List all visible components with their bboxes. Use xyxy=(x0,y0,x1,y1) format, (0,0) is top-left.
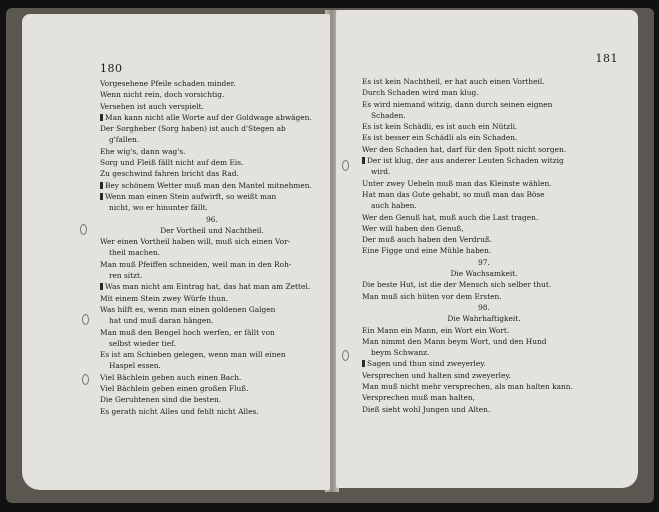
text-line-content: Versprechen muß man halten, xyxy=(362,393,475,403)
text-line-content: Eine Figge und eine Mühle haben. xyxy=(362,246,492,256)
text-line-content: Die Wachsamkeit. xyxy=(450,269,518,279)
text-line xyxy=(362,234,606,245)
ink-mark-icon xyxy=(362,157,365,164)
text-line xyxy=(362,381,606,392)
text-line-content: Dieß sieht wohl Jungen und Alten. xyxy=(362,404,491,414)
text-line-content: Die beste Hut, ist die der Mensch sich selber thut. xyxy=(362,280,552,290)
text-line xyxy=(100,372,324,383)
text-line-content: Versehen ist auch verspielt. xyxy=(100,101,204,111)
text-line-content: Haspel essen. xyxy=(109,361,161,371)
text-line-content: Wer den Genuß hat, muß auch die Last tragen. xyxy=(362,212,539,222)
text-line-content: Sorg und Fleiß fällt nicht auf dem Eis. xyxy=(100,158,244,168)
page-number: 180 xyxy=(100,62,123,75)
text-line-content: Viel Bächlein geben einen großen Fluß. xyxy=(100,384,249,394)
binding-hole-mark xyxy=(80,224,87,235)
text-line xyxy=(362,132,606,143)
text-line xyxy=(362,166,606,177)
text-line-content: Ein Mann ein Mann, ein Wort ein Wort. xyxy=(362,325,510,335)
text-line-content: Der muß auch haben den Verdruß. xyxy=(362,235,493,245)
text-line-content: Man muß Pfeiffen schneiden, weil man in den Roh- xyxy=(100,259,292,269)
text-line-content: Viel Bächlein geben auch einen Bach. xyxy=(100,372,242,382)
text-line xyxy=(362,392,606,403)
text-line xyxy=(100,338,324,349)
text-line-content: hat und muß daran hängen. xyxy=(109,316,214,326)
text-line-content: Es ist am Schieben gelegen, wenn man will einen xyxy=(100,350,286,360)
text-line xyxy=(100,394,324,405)
text-line-content: Vorgesehene Pfeile schaden minder. xyxy=(100,79,236,88)
text-line-content: Sagen und thun sind zweyerley. xyxy=(367,359,486,369)
text-line-content: Es gerath nicht Alles und fehlt nicht Alles. xyxy=(100,406,259,416)
right-page xyxy=(336,10,638,488)
text-line-content: Es ist kein Nachtheil, er hat auch einen Vortheil. xyxy=(362,77,545,86)
text-line xyxy=(362,370,606,381)
text-line xyxy=(100,315,324,326)
text-line xyxy=(362,144,606,155)
text-line-content: selbst wieder tief. xyxy=(109,338,176,348)
text-line xyxy=(362,110,606,121)
text-line xyxy=(362,404,606,415)
text-line-content: Es ist kein Schädli, es ist auch ein Nützli. xyxy=(362,122,518,132)
binding-hole-mark xyxy=(82,314,89,325)
text-line xyxy=(362,291,606,302)
text-line xyxy=(362,347,606,358)
text-line xyxy=(362,279,606,290)
text-line xyxy=(100,78,324,89)
text-line xyxy=(362,121,606,132)
text-line-content: Mit einem Stein zwey Würfe thun. xyxy=(100,293,229,303)
ink-mark-icon xyxy=(100,283,103,290)
text-line-content: Was hilft es, wenn man einen goldenen Galgen xyxy=(100,304,276,314)
page-number: 181 xyxy=(595,52,618,65)
text-line-content: Wenn nicht rein, doch vorsichtig. xyxy=(100,90,225,100)
text-line xyxy=(100,168,324,179)
binding-hole-mark xyxy=(82,374,89,385)
text-line-content: Hat man das Gute gehabt, so muß man das Böse xyxy=(362,189,545,199)
text-line xyxy=(362,325,606,336)
text-line xyxy=(100,146,324,157)
text-line-content: Es ist besser ein Schädli als ein Schaden. xyxy=(362,133,518,143)
text-line-content: Zu geschwind fahren bricht das Rad. xyxy=(100,169,239,179)
section-heading xyxy=(362,257,606,268)
text-line xyxy=(100,123,324,134)
text-line xyxy=(362,155,606,166)
text-line xyxy=(100,101,324,112)
text-line xyxy=(100,157,324,168)
text-line-content: ren sitzt. xyxy=(109,271,143,281)
text-line xyxy=(362,87,606,98)
text-line-content: Es wird niemand witzig, dann durch seinen eignen xyxy=(362,99,553,109)
text-line-content: Man muß nicht mehr versprechen, als man halten kann. xyxy=(362,382,573,392)
text-line-content: Man muß den Bengel hoch werfen, er fällt von xyxy=(100,327,275,337)
text-line xyxy=(362,223,606,234)
ink-mark-icon xyxy=(100,193,103,200)
text-line-content: wird. xyxy=(371,167,391,177)
text-line xyxy=(362,245,606,256)
text-line xyxy=(362,189,606,200)
section-heading xyxy=(362,268,606,279)
text-line xyxy=(100,236,324,247)
text-line xyxy=(100,180,324,191)
text-line xyxy=(100,202,324,213)
text-line-content: Schaden. xyxy=(371,110,406,120)
right-page-text xyxy=(362,76,606,415)
section-heading xyxy=(100,214,324,225)
text-line-content: Versprechen und halten sind zweyerley. xyxy=(362,370,511,380)
text-line-content: auch haben. xyxy=(371,201,417,211)
text-line xyxy=(100,293,324,304)
text-line xyxy=(100,360,324,371)
text-line-content: Wer den Schaden hat, darf für den Spott nicht sorgen. xyxy=(362,144,567,154)
text-line-content: Wenn man einen Stein aufwirft, so weißt man xyxy=(105,191,277,201)
text-line-content: 96. xyxy=(206,214,218,224)
ink-mark-icon xyxy=(100,182,103,189)
text-line-content: Ehe wig's, dann wag's. xyxy=(100,146,186,156)
text-line xyxy=(362,336,606,347)
text-line-content: 98. xyxy=(478,302,490,312)
binding-hole-mark xyxy=(342,350,349,361)
text-line xyxy=(362,76,606,87)
text-line-content: Die Wahrhaftigkeit. xyxy=(447,314,521,324)
text-line-content: Der Vortheil und Nachtheil. xyxy=(160,225,264,235)
text-line xyxy=(100,406,324,417)
text-line-content: g'fallen. xyxy=(109,135,140,145)
text-line xyxy=(362,358,606,369)
text-line xyxy=(100,191,324,202)
text-line xyxy=(100,112,324,123)
text-line-content: Man muß sich hüten vor dem Ersten. xyxy=(362,291,502,301)
text-line-content: Bey schönem Wetter muß man den Mantel mitnehmen. xyxy=(105,180,312,190)
left-page-text xyxy=(100,78,324,417)
text-line-content: beym Schwanz. xyxy=(371,348,430,358)
text-line-content: Man kann nicht alle Worte auf der Goldwage abwägen. xyxy=(105,112,312,122)
text-line-content: nicht, wo er hinunter fällt. xyxy=(109,203,208,213)
text-line-content: Wer einen Vortheil haben will, muß sich einen Vor- xyxy=(100,237,291,247)
text-line-content: Der ist klug, der aus anderer Leuten Schaden witzig xyxy=(367,156,564,166)
text-line xyxy=(100,383,324,394)
text-line-content: 97. xyxy=(478,257,490,267)
text-line xyxy=(100,281,324,292)
section-heading xyxy=(362,313,606,324)
ink-mark-icon xyxy=(362,360,365,367)
text-line-content: theil machen. xyxy=(109,248,160,258)
text-line xyxy=(100,134,324,145)
text-line xyxy=(100,247,324,258)
text-line-content: Durch Schaden wird man klug. xyxy=(362,88,479,98)
text-line xyxy=(362,212,606,223)
text-line-content: Der Sorgheber (Sorg haben) ist auch d'Stegen ab xyxy=(100,124,286,134)
ink-mark-icon xyxy=(100,114,103,121)
text-line xyxy=(100,89,324,100)
left-page xyxy=(22,14,330,490)
text-line xyxy=(362,200,606,211)
section-heading xyxy=(362,302,606,313)
text-line-content: Man nimmt den Mann beym Wort, und den Hund xyxy=(362,336,547,346)
text-line-content: Die Geruhtenen sind die besten. xyxy=(100,395,222,405)
text-line xyxy=(100,304,324,315)
text-line-content: Wer will haben den Genuß, xyxy=(362,223,464,233)
text-line xyxy=(100,259,324,270)
text-line xyxy=(362,99,606,110)
text-line xyxy=(100,349,324,360)
text-line-content: Was man nicht am Eintrag hat, das hat man am Zettel. xyxy=(105,282,311,292)
text-line-content: Unter zwey Uebeln muß man das Kleinste wählen. xyxy=(362,178,552,188)
text-line xyxy=(362,178,606,189)
section-heading xyxy=(100,225,324,236)
text-line xyxy=(100,270,324,281)
text-line xyxy=(100,327,324,338)
binding-hole-mark xyxy=(342,160,349,171)
